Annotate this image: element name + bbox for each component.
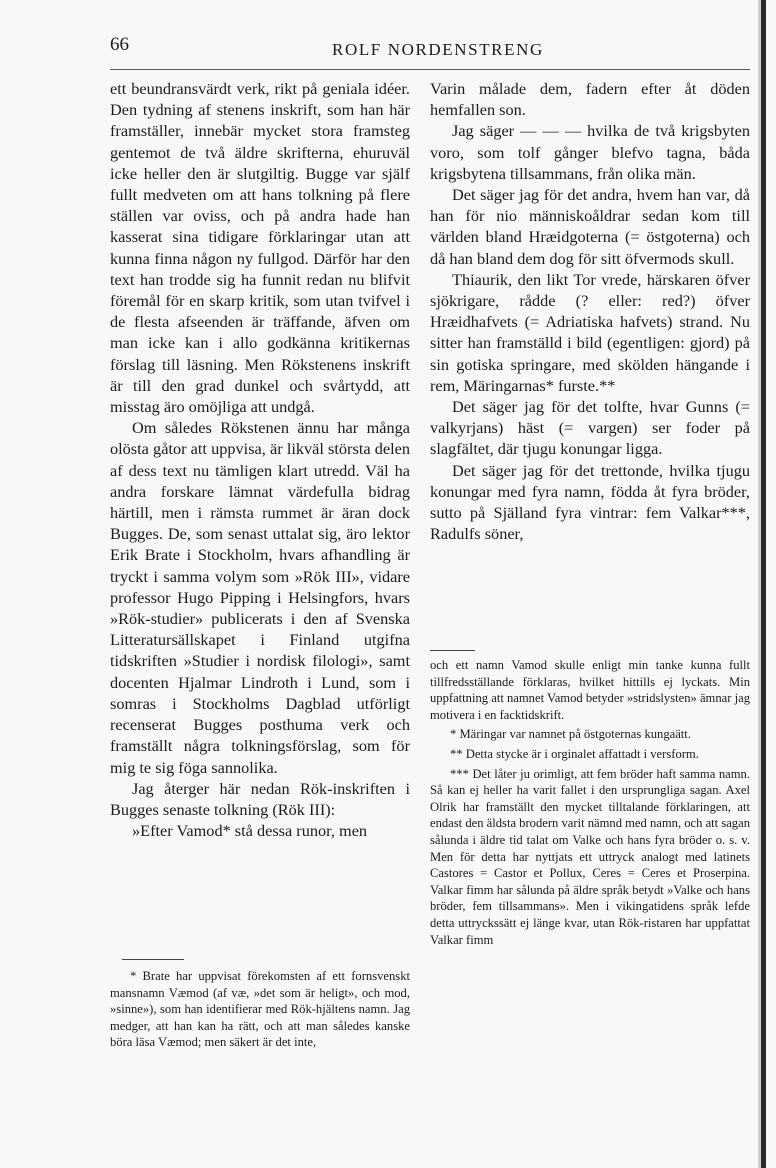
right-column <box>430 78 750 1107</box>
body-paragraph: Jag återger här nedan Rök-inskriften i Bugges senaste tolkning (Rök III): <box>110 778 410 819</box>
body-paragraph: Jag säger — — — hvilka de två krigsbyten voro, som tolf gånger blefvo tagna, båda krigsbytena tillsammans, från olika män. <box>430 121 750 183</box>
body-paragraph: Det säger jag för det andra, hvem han var, då han för nio människoåldrar sedan kom till världen bland Hræidgoterna (= östgoterna) och då han bland dem dog för sitt öfvermods skull. <box>430 185 750 268</box>
page-header <box>110 32 750 72</box>
right-footnotes <box>430 657 750 1107</box>
footnote: * Brate har uppvisat förekomsten af ett fornsvenskt mansnamn Væmod (af væ, »det som är heligt», och mod, »sinne»), som han identifierar med Rök-hjältens namn. Jag medger, att han kan ha rätt, och att man således kanske böra läsa Væmod; men säkert är det inte, <box>110 969 410 1050</box>
left-column <box>110 78 410 1118</box>
body-paragraph: ett beundransvärdt verk, rikt på geniala idéer. Den tydning af stenens inskrift, som han här framställer, innebär mycket stora framsteg gentemot de två äldre skrifterna, ehuruväl icke heller den är slutgiltig. Bugge var själf fullt medveten om att hans tolkning på flere ställen var oviss, och på andra hade han kasserat sina tidigare förklaringar utan att kunna finna någon ny fullgod. Därför har den text han trodde sig ha funnit redan nu blifvit föremål för en skarp kritik, som utan tvifvel i de flesta afseenden är träffande, äfven om man icke kan i allo godkänna kritikernas förslag till läsning. Men Rökstenens inskrift är till den grad dunkel och svårtydd, att misstag äro omöjliga att undgå. <box>110 79 410 417</box>
body-paragraph: Varin målade dem, fadern efter åt döden hemfallen son. <box>430 79 750 120</box>
footnote: och ett namn Vamod skulle enligt min tanke kunna fullt tillfredsställande förklaras, hvilket hittills ej lyckats. Min uppfattning att namnet Vamod betyder »stridslysten» ämnar jag motivera i en facktidskrift. <box>430 658 750 722</box>
header-rule <box>110 69 750 70</box>
body-paragraph: Det säger jag för det tolfte, hvar Gunns (= valkyrjans) häst (= vargen) ser foder på slagfältet, där tjugu konungar ligga. <box>430 397 750 459</box>
left-footnotes <box>110 968 410 1118</box>
body-paragraph: Om således Rökstenen ännu har många olösta gåtor att uppvisa, är likväl största delen af dess text nu tämligen klart utredd. Väl ha andra forskare lämnat värdefulla bidrag härtill, men i rämsta rummet är äran dock Bugges. De, som senast uttalat sig, äro lektor Erik Brate i Stockholm, hvars afhandling är tryckt i samma volym som »Rök III», vidare professor Hugo Pipping i Helsingfors, hvars »Rök-studier» publicerats i den af Svenska Litteratursällskapet i Finland utgifna tidskriften »Studier i nordisk filologi», samt docenten Hjalmar Lindroth i Lund, som i somras i Stockholms Dagblad utförligt recenserat Bugges posthuma verk och framställt några tolkningsförslag, som för mig te sig föga sannolika. <box>110 418 410 777</box>
footnote: * Märingar var namnet på östgoternas kungaätt. <box>450 727 691 742</box>
body-paragraph: Det säger jag för det trettonde, hvilka tjugu konungar med fyra namn, födda åt fyra bröder, sutto på Själland fyra vintrar: fem Valkar***, Radulfs söner, <box>430 460 750 544</box>
body-paragraph: »Efter Vamod* stå dessa runor, men <box>132 821 368 841</box>
footnote-rule <box>430 650 475 651</box>
footnote-rule <box>122 959 184 960</box>
footnote: *** Det låter ju orimligt, att fem bröder haft samma namn. Så kan ej heller ha varit fallet i den ursprungliga sagan. Axel Olrik har framställt den mycket tilltalande förklaringen, att endast den äldsta brodern varit nämnd med namn, och att sagan sålunda i äldre tid talat om Valke och hans fyra bröder o. s. v. Men för detta har nyttjats ett uttryck analogt med latinets Castores = Castor et Pollux, Ceres = Ceres et Proserpina. Valkar fimm har sålunda på äldre språk betydt »Valke och hans bröder, fem tillsammans». Men i vikingatidens språk lefde detta uttryckssätt ej länge kvar, utan Rök-ristaren har uppfattat Valkar fimm <box>430 766 750 947</box>
body-paragraph: Thiaurik, den likt Tor vrede, härskaren öfver sjökrigare, rådde (? eller: red?) öfver Hræidhafvets (= Adriatiska hafvets) strand. Nu sitter han framställd i bild (egentligen: gjord) på sin gotiska springare, med skölden hängande i rem, Märingarnas* furste.** <box>430 269 750 395</box>
right-column-body <box>430 78 750 646</box>
left-column-body <box>110 78 410 953</box>
footnote: ** Detta stycke är i orginalet affattadt i versform. <box>450 746 699 761</box>
page-number: 66 <box>110 34 129 55</box>
page-edge <box>761 0 766 1168</box>
running-title: ROLF NORDENSTRENG <box>332 40 544 59</box>
